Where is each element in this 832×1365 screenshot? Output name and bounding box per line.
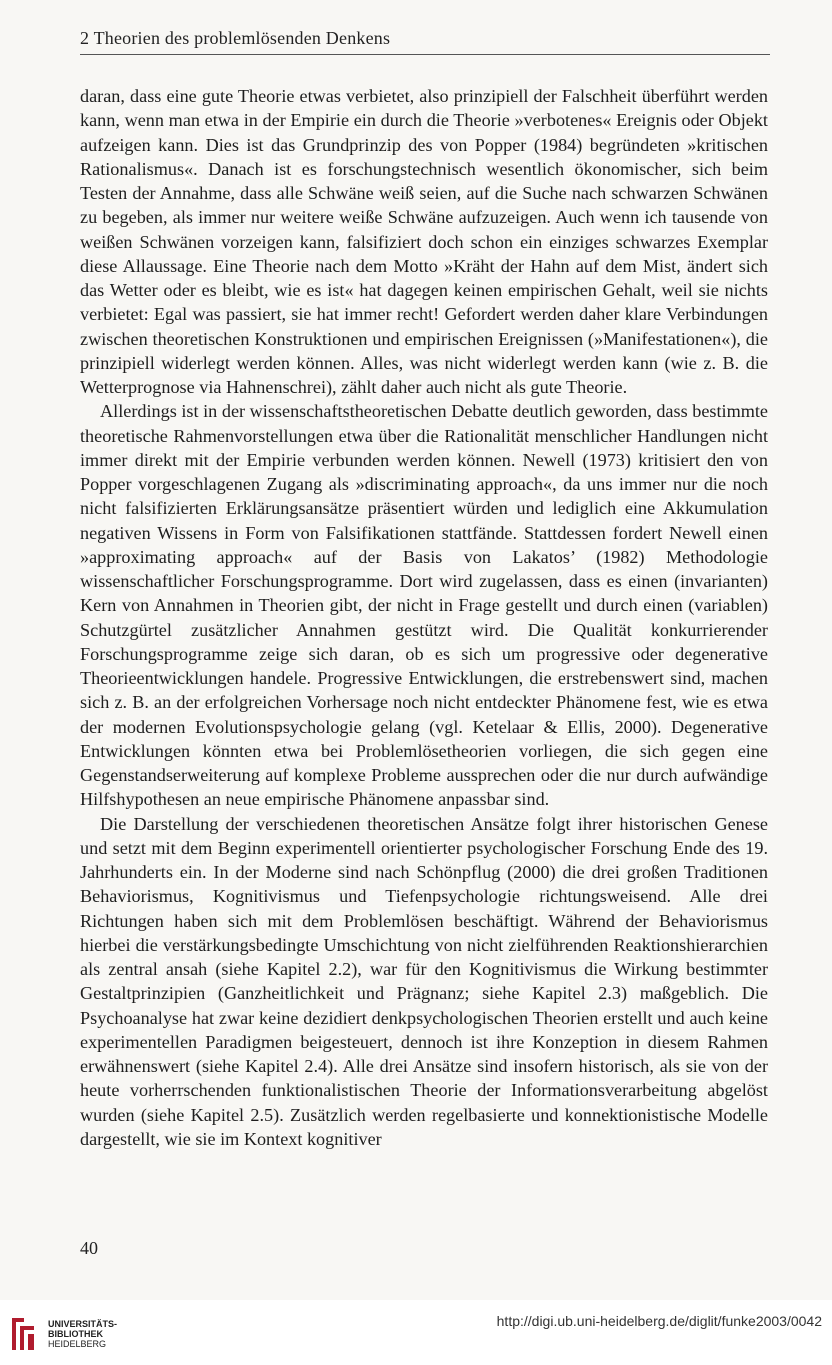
- library-name-line-1: UNIVERSITÄTS-: [48, 1319, 118, 1329]
- digitization-footer: [0, 1300, 832, 1365]
- permalink-url[interactable]: http://digi.ub.uni-heidelberg.de/diglit/funke2003/0042: [496, 1313, 822, 1329]
- body-text: [80, 84, 768, 1151]
- paragraph-3: Die Darstellung der verschiedenen theoretischen Ansätze folgt ihrer historischen Genese und setzt mit dem Beginn experimentell orientierter psychologischer Forschung Ende des 19. Jahrhunderts ein. In der Moderne sind nach Schönpflug (2000) die drei großen Traditionen Behaviorismus, Kognitivismus und Tiefenpsychologie richtungsweisend. Alle drei Richtungen haben sich mit dem Problemlösen beschäftigt. Während der Behaviorismus hierbei die verstärkungsbedingte Umschichtung von nicht zielführenden Reaktionshierarchien als zentral ansah (siehe Kapitel 2.2), war für den Kognitivismus die Wirkung bestimmter Gestaltprinzipien (Ganzheitlichkeit und Prägnanz; siehe Kapitel 2.3) maßgeblich. Die Psychoanalyse hat zwar keine dezidiert denkpsychologischen Theorien erstellt und auch keine experimentellen Paradigmen beigesteuert, dennoch ist ihre Konzeption in diesem Rahmen erwähnenswert (siehe Kapitel 2.4). Alle drei Ansätze sind insofern historisch, als sie von der heute vorherrschenden funktionalistischen Theorie der Informationsverarbeitung abgelöst wurden (siehe Kapitel 2.5). Zusätzlich werden regelbasierte und konnektionistische Modelle dargestellt, wie sie im Kontext kognitiver: [80, 813, 768, 1149]
- paragraph-2: Allerdings ist in der wissenschaftstheoretischen Debatte deutlich geworden, dass bestimmte theoretische Rahmenvorstellungen etwa über die Rationalität menschlicher Handlungen nicht immer direkt mit der Empirie verbunden werden können. Newell (1973) kritisiert den von Popper vorgeschlagenen Zugang als »discriminating approach«, da uns immer nur die noch nicht falsifizierten Erklärungsansätze präsentiert würden und lediglich eine Akkumulation negativen Wissens in Form von Falsifikationen stattfände. Stattdessen fordert Newell einen »approximating approach« auf der Basis von Lakatos’ (1982) Methodologie wissenschaftlicher Forschungsprogramme. Dort wird zugelassen, dass es einen (invarianten) Kern von Annahmen in Theorien gibt, der nicht in Frage gestellt und durch einen (variablen) Schutzgürtel zusätzlicher Annahmen gestützt wird. Die Qualität konkurrierender Forschungsprogramme zeige sich daran, ob es sich um progressive oder degenerative Theorieentwicklungen handele. Progressive Entwicklungen, die erstrebenswert sind, machen sich z. B. an der erfolgreichen Vorhersage noch nicht entdeckter Phänomene fest, wie es etwa der modernen Evolutionspsychologie gelang (vgl. Ketelaar & Ellis, 2000). Degenerative Entwicklungen könnten etwa bei Problemlösetheorien vorliegen, die sich gegen eine Gegenstandserweiterung auf komplexe Probleme aussprechen oder die nur durch aufwändige Hilfshypothesen an neue empirische Phänomene anpassbar sind.: [80, 401, 768, 810]
- ub-heidelberg-logo-icon[interactable]: [8, 1314, 38, 1354]
- library-name-line-2: BIBLIOTHEK: [48, 1329, 103, 1339]
- page-number: 40: [80, 1238, 98, 1258]
- library-name: [48, 1319, 117, 1349]
- library-name-line-3: HEIDELBERG: [48, 1339, 107, 1349]
- header-rule: [80, 54, 770, 55]
- running-head: 2 Theorien des problemlösenden Denkens: [80, 28, 391, 48]
- paragraph-1: daran, dass eine gute Theorie etwas verbietet, also prinzipiell der Falschheit überführt werden kann, wenn man etwa in der Empirie ein durch die Theorie »verbotenes« Ereignis oder Objekt aufzeigen kann. Dies ist das Grundprinzip des von Popper (1984) begründeten »kritischen Rationalismus«. Danach ist es forschungstechnisch wesentlich ökonomischer, sich beim Testen der Annahme, dass alle Schwäne weiß seien, auf die Suche nach schwarzen Schwänen zu begeben, als immer nur weitere weiße Schwäne aufzuzeigen. Auch wenn ich tausende von weißen Schwänen vorzeigen kann, falsifiziert doch schon ein einziges schwarzes Exemplar diese Allaussage. Eine Theorie nach dem Motto »Kräht der Hahn auf dem Mist, ändert sich das Wetter oder es bleibt, wie es ist« hat dagegen keinen empirischen Gehalt, weil sie nichts verbietet: Egal was passiert, sie hat immer recht! Gefordert werden daher klare Verbindungen zwischen theoretischen Konstruktionen und empirischen Ereignissen (»Manifestationen«), die prinzipiell widerlegt werden können. Alles, was nicht widerlegt werden kann (wie z. B. die Wetterprognose via Hahnenschrei), zählt daher auch nicht als gute Theorie.: [80, 86, 768, 397]
